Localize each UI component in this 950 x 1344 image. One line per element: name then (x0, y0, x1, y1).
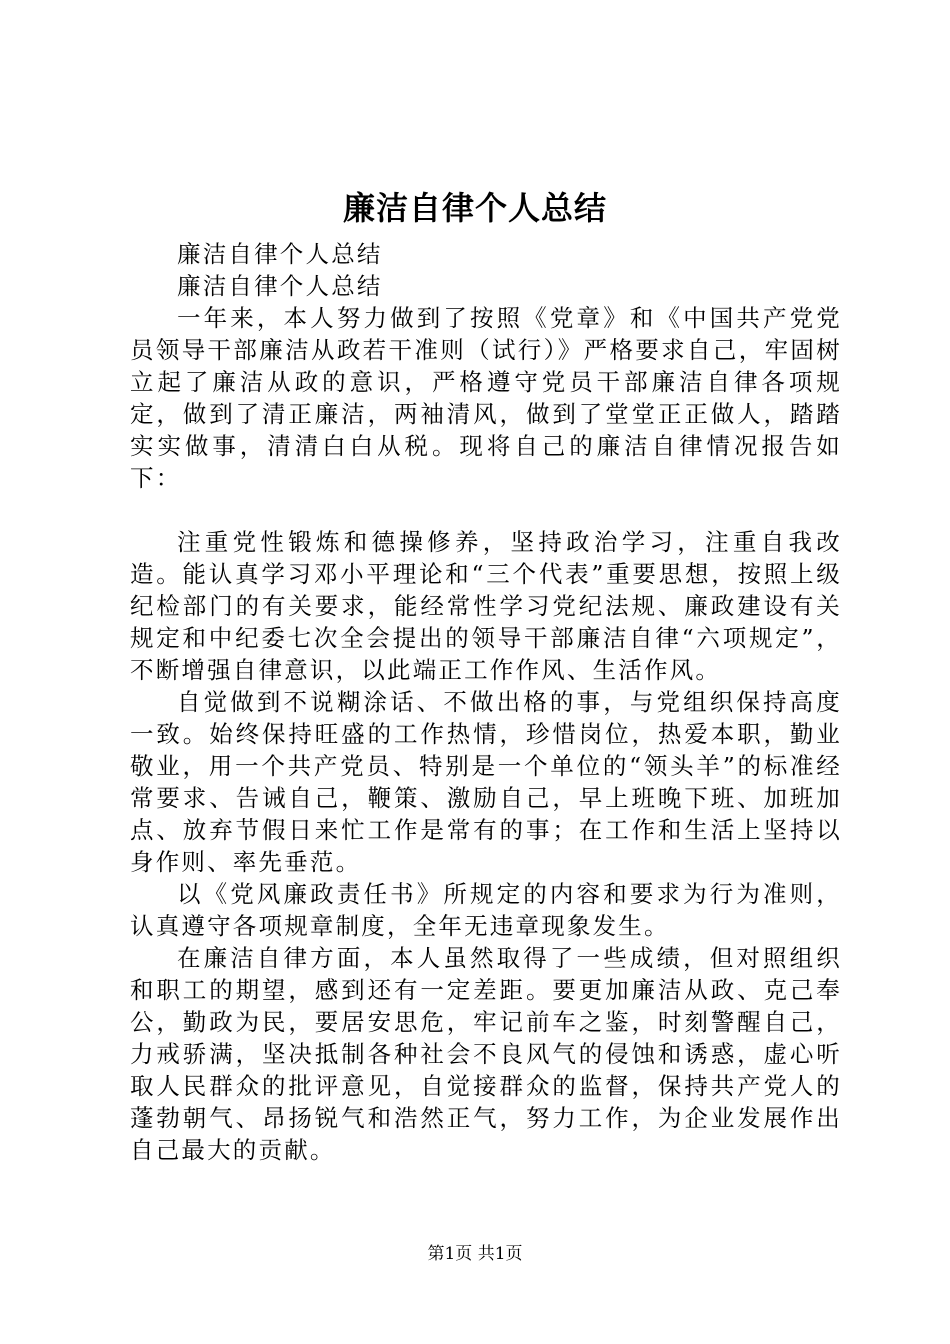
body-paragraph: 在廉洁自律方面，本人虽然取得了一些成绩，但对照组织和职工的期望，感到还有一定差距。要更加廉洁从政、克己奉公，勤政为民，要居安思危，牢记前车之鉴，时刻警醒自己，力戒骄满，坚决抵制各种社会不良风气的侵蚀和诱惑，虚心听取人民群众的批评意见，自觉接群众的监督，保持共产党人的蓬勃朝气、昂扬锐气和浩然正气，努力工作，为企业发展作出自己最大的贡献。 (130, 944, 842, 1164)
body-paragraph: 廉洁自律个人总结 (177, 240, 383, 268)
page-footer: 第1页 共1页 (427, 1244, 523, 1264)
body-paragraph: 以《党风廉政责任书》所规定的内容和要求为行为准则，认真遵守各项规章制度，全年无违章现象发生。 (130, 880, 842, 940)
body-paragraph: 廉洁自律个人总结 (177, 272, 383, 300)
body-paragraph: 一年来，本人努力做到了按照《党章》和《中国共产党党员领导干部廉洁从政若干准则（试行）》严格要求自己，牢固树立起了廉洁从政的意识，严格遵守党员干部廉洁自律各项规定，做到了清正廉洁，两袖清风，做到了堂堂正正做人，踏踏实实做事，清清白白从税。现将自己的廉洁自律情况报告如下： (130, 304, 842, 492)
body-paragraph: 自觉做到不说糊涂话、不做出格的事，与党组织保持高度一致。始终保持旺盛的工作热情，珍惜岗位，热爱本职，勤业敬业，用一个共产党员、特别是一个单位的“领头羊”的标准经常要求、告诫自己，鞭策、激励自己，早上班晚下班、加班加点、放弃节假日来忙工作是常有的事；在工作和生活上坚持以身作则、率先垂范。 (130, 688, 842, 876)
body-paragraph: 注重党性锻炼和德操修养，坚持政治学习，注重自我改造。能认真学习邓小平理论和“三个代表”重要思想，按照上级纪检部门的有关要求，能经常性学习党纪法规、廉政建设有关规定和中纪委七次全会提出的领导干部廉洁自律“六项规定”，不断增强自律意识，以此端正工作作风、生活作风。 (130, 528, 842, 684)
document-title: 廉洁自律个人总结 (342, 189, 607, 227)
document-body (130, 238, 842, 1166)
